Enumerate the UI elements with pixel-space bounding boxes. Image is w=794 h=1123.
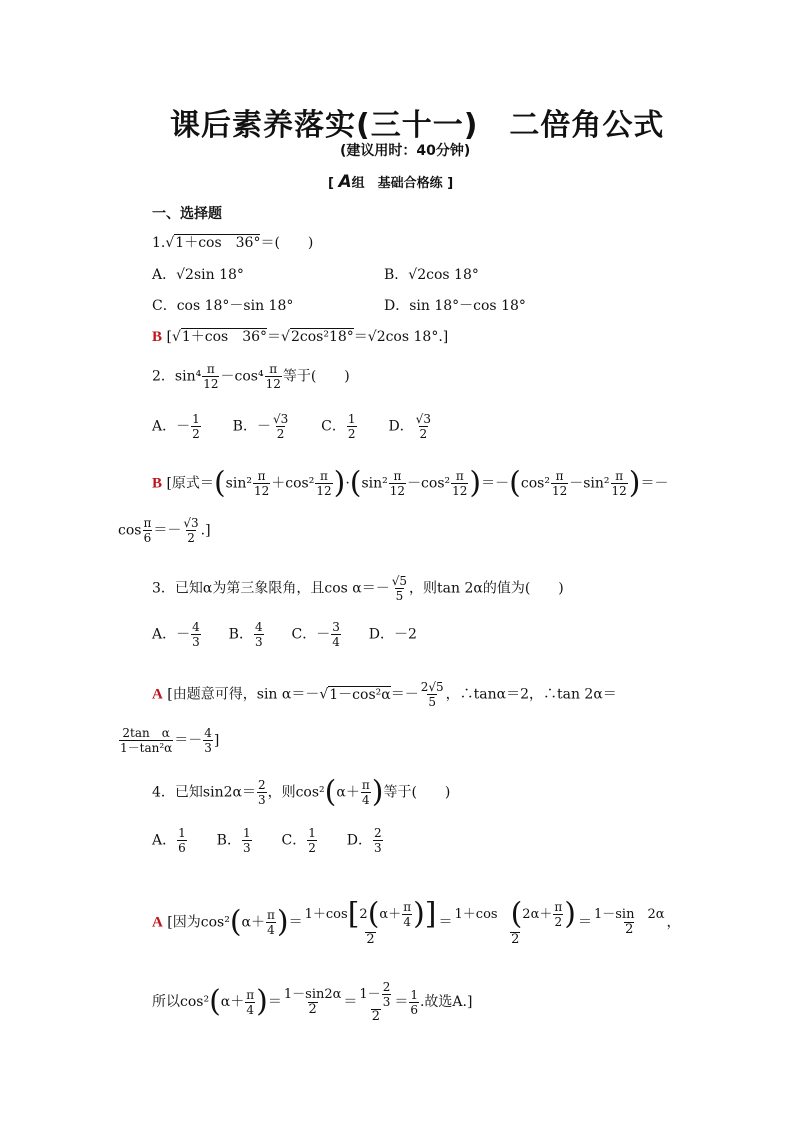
- q2-exp-frac3: [389, 469, 406, 498]
- q4-exp-frac3: [593, 908, 666, 937]
- q4-bf1-lparen: (: [367, 896, 380, 932]
- q4-exp2-eq1: ＝: [267, 994, 282, 1010]
- q3-e2-den: 1－tan²α: [120, 741, 173, 755]
- q2-tail: 等于( ): [282, 368, 350, 385]
- q4-exp-a: [因为cos²: [167, 914, 230, 931]
- q3-e2f2-num: 4: [204, 726, 212, 740]
- q2-exp2-frac2: [182, 516, 199, 545]
- q4-option-b-label: B．: [216, 832, 241, 849]
- q3-oa-num: 4: [192, 620, 200, 634]
- q2-ef1-den: 12: [253, 484, 270, 498]
- q2-frac1-den: 12: [203, 377, 219, 391]
- q2-ef5-den: 12: [551, 484, 568, 498]
- q4-explanation-line2: [152, 980, 472, 1024]
- q2-frac2-den: 12: [265, 377, 281, 391]
- q1-exp-eq2: ＝: [353, 329, 368, 345]
- q1-option-a-label: A．: [152, 267, 177, 283]
- q3-e2f2-den: 3: [204, 741, 212, 755]
- q2-ef3-num: π: [393, 469, 402, 483]
- q4-exp2-nested-frac: [358, 980, 393, 1024]
- q2-exp-start: [原式＝: [166, 475, 214, 492]
- q4-exp2-frac1: [283, 988, 343, 1017]
- q3-options: [152, 620, 417, 649]
- q3-option-a-label: A．－: [152, 626, 191, 643]
- q4-e2nf-inner: [382, 980, 392, 1009]
- q2-number: 2．sin⁴: [152, 368, 202, 385]
- q3-ob-num: 4: [254, 620, 263, 634]
- q2-lparen1: (: [213, 465, 226, 501]
- q2-rparen3: ): [628, 465, 641, 501]
- q2-od-den: 2: [419, 427, 428, 441]
- q3-exp-sqrt: 1－cos²α: [329, 686, 391, 703]
- q4-exp2-a: 所以cos²: [152, 994, 210, 1010]
- q2-exp-sin2: sin²: [225, 475, 252, 492]
- q2-frac2-num: π: [269, 362, 278, 376]
- q4-tail: 等于( ): [383, 784, 451, 801]
- q1-explanation: B [√1＋cos 36°＝√2cos²18°＝√2cos 18°.]: [152, 329, 449, 345]
- q4-alpha-plus: α＋: [336, 784, 360, 801]
- q4-exp2-alpha: α＋: [220, 994, 245, 1010]
- q4-frac1: [257, 778, 267, 807]
- q2-ef6-den: 12: [611, 484, 627, 498]
- q4-bf1-rbracket: ]: [424, 896, 437, 932]
- q2-explanation-line2: [118, 516, 211, 545]
- q3-ob-den: 3: [254, 635, 263, 649]
- q2-ef4-num: π: [455, 469, 464, 483]
- q1-option-d: D．sin 18°－cos 18°: [384, 298, 526, 314]
- group-bracket-left: [: [328, 176, 334, 191]
- q2-ef2-num: π: [320, 469, 328, 483]
- q2-ef2-den: 12: [316, 484, 332, 498]
- q4-exp-lparen: (: [229, 904, 242, 940]
- q3-ob-frac: [254, 620, 264, 649]
- q2-lparen3: (: [509, 465, 521, 501]
- q2-oc-num: 1: [347, 412, 356, 426]
- q2-minus-cos4: －cos⁴: [220, 368, 264, 385]
- q3-option-c-label: C．－: [291, 626, 331, 643]
- group-heading: [328, 172, 453, 192]
- q2-oa-num: 1: [192, 412, 200, 426]
- q3-frac-den: 5: [395, 589, 404, 603]
- q4-bf3-num: 1－sin 2α: [593, 907, 665, 922]
- q2-exp-eq-neg: ＝－: [481, 475, 510, 492]
- q3-ef-den: 5: [428, 695, 436, 709]
- q4-oc-den: 2: [308, 841, 316, 855]
- q4-ob-den: 3: [242, 841, 251, 855]
- q4-oc-frac: [307, 826, 317, 855]
- q4-option-a-label: A．: [152, 832, 177, 849]
- q2-oa-den: 2: [192, 427, 200, 441]
- q2-exp-dot: ·: [345, 475, 350, 492]
- q3-text-a: 3．已知α为第三象限角，且cos α＝－: [152, 580, 390, 597]
- q1-option-a-value: 2sin 18°: [185, 267, 244, 283]
- q2-e2f-den: 6: [143, 531, 152, 545]
- q4-exp-comma: ，: [666, 914, 681, 931]
- q4-e2f1-num: 1－sin2α: [283, 986, 342, 1002]
- q4-answer: A: [152, 914, 163, 931]
- q2-ef3-den: 12: [389, 484, 406, 498]
- q4-bf1-den: 2: [366, 932, 375, 947]
- q2-option-b-frac: [272, 412, 289, 441]
- q1-exp-radicand2: 2cos²18°: [290, 329, 354, 345]
- q4-f2-num: π: [361, 778, 370, 792]
- q4-bf2p-num: π: [554, 900, 563, 914]
- q4-ep-den: 4: [267, 923, 275, 937]
- q4-od-den: 3: [374, 841, 382, 855]
- q2-ob-r3: 3: [280, 412, 289, 426]
- q2-option-c-label: C．: [321, 418, 346, 435]
- q2-frac1-num: π: [206, 362, 215, 376]
- q4-text-a: 4．已知sin2α＝: [152, 784, 256, 801]
- q3-frac-num: √5: [391, 574, 408, 588]
- question-2: [152, 362, 350, 391]
- q4-exp-eq1: ＝: [288, 914, 303, 931]
- q1-option-b-label: B．: [384, 267, 409, 283]
- q2-option-d-frac: [415, 412, 432, 441]
- q4-bf2-alpha: 2α＋: [522, 907, 553, 922]
- group-label: 组 基础合格练: [351, 176, 443, 191]
- q4-bf1-pi4: [402, 900, 412, 929]
- q2-option-b-label: B．－: [232, 418, 271, 435]
- q4-exp-pi4: [266, 908, 276, 937]
- q4-bf1-lbracket: [: [347, 896, 360, 932]
- q4-e2nfi-den: 3: [382, 995, 391, 1009]
- q4-bf3-den: 2: [625, 922, 634, 937]
- q3-option-b-label: B．: [228, 626, 253, 643]
- q2-e2f2-num: √3: [183, 516, 199, 530]
- q2-e2f2-r3: 3: [191, 516, 199, 530]
- q3-exp2-eq: ＝－: [174, 732, 203, 749]
- q1-exp-eq1: ＝: [267, 329, 282, 345]
- q2-option-a-frac: [191, 412, 201, 441]
- q2-ob-num: √3: [272, 412, 289, 426]
- time-hint: (建议用时：40分钟): [340, 143, 471, 159]
- q4-exp2-rparen: ): [256, 984, 268, 1019]
- q2-option-c-frac: [347, 412, 357, 441]
- q2-exp-frac4: [451, 469, 468, 498]
- q4-od-frac: [373, 826, 383, 855]
- q2-exp-frac6: [611, 469, 628, 498]
- q1-answer: B: [152, 329, 163, 345]
- q4-exp-big-frac2: [454, 898, 577, 947]
- q3-answer: A: [152, 686, 163, 703]
- q3-oa-frac: [191, 620, 201, 649]
- q1-exp-open: [: [166, 329, 172, 345]
- q4-exp2-lparen: (: [209, 984, 221, 1019]
- q4-f2-den: 4: [361, 793, 370, 807]
- q4-e2r-den: 6: [410, 1002, 418, 1017]
- q4-oc-num: 1: [308, 826, 316, 840]
- q2-od-r3: 3: [423, 412, 431, 426]
- q3-explanation-line2: [118, 726, 219, 755]
- q4-bf1-rparen: ): [413, 896, 425, 932]
- group-bracket-right: ]: [447, 176, 454, 191]
- q4-bf2p-den: 2: [554, 915, 563, 929]
- q4-exp-alpha-plus: α＋: [241, 914, 266, 931]
- q4-exp-eq2: ＝: [438, 914, 453, 931]
- q3-explanation-line1: A [由题意可得，sin α＝－√1－cos²α＝－ $\frac{2√5}{5}$ ，∴tanα＝2，∴tan 2α＝: [152, 680, 617, 709]
- q3-ef-two: 2: [420, 680, 429, 694]
- q4-bf1p-den: 4: [403, 915, 411, 929]
- q2-exp-plus-cos2: ＋cos²: [271, 475, 315, 492]
- q4-exp2-eq3: ＝: [394, 994, 409, 1010]
- q2-e2f2-den: 2: [187, 531, 195, 545]
- q4-bf2-lparen: (: [510, 896, 523, 932]
- q2-od-num: √3: [415, 412, 431, 426]
- q3-oc-num: 3: [332, 620, 340, 634]
- q4-e2nf-num: [358, 980, 393, 1009]
- q3-exp-b: ＝－: [390, 686, 419, 703]
- q4-exp2-eq2: ＝: [343, 994, 358, 1010]
- q3-exp2-frac: [119, 726, 173, 755]
- q4-oa-den: 6: [178, 841, 186, 855]
- q2-ef6-num: π: [615, 469, 624, 483]
- q3-ef-num: 2√5: [420, 680, 444, 694]
- q1-radicand: 1＋cos 36°: [175, 235, 261, 251]
- q2-rparen2: ): [469, 465, 482, 501]
- q4-bf2-pi2: [553, 900, 563, 929]
- q4-e2nf-den: 2: [371, 1009, 380, 1024]
- question-1: 1.√1＋cos 36°＝( ): [152, 235, 314, 251]
- q2-explanation-line1: [152, 465, 669, 501]
- q4-oa-num: 1: [178, 826, 186, 840]
- q2-exp-cos2: cos²: [520, 475, 550, 492]
- q2-ef1-num: π: [257, 469, 266, 483]
- q2-ob-den: 2: [276, 427, 285, 441]
- q4-bf1-alpha: α＋: [379, 907, 402, 922]
- q4-f1-num: 2: [257, 778, 266, 792]
- q4-bf1-two: 2: [359, 907, 368, 922]
- q4-rparen: ): [371, 774, 384, 810]
- q3-r5: 5: [399, 574, 408, 588]
- q4-e2nf-one: 1－: [359, 987, 381, 1002]
- q4-text-b: ，则cos²: [267, 784, 325, 801]
- q4-exp-big-frac1: [304, 898, 438, 947]
- q1-option-b-value: 2cos 18°: [417, 267, 479, 283]
- q4-bf1p-num: π: [403, 900, 412, 914]
- q4-options: [152, 826, 384, 855]
- q1-exp-radicand: 1＋cos 36°: [181, 329, 268, 345]
- q1-option-c: C．cos 18°－sin 18°: [152, 298, 294, 314]
- q4-ob-frac: [242, 826, 252, 855]
- q3-oc-frac: [331, 620, 341, 649]
- q1-option-b: B．√2cos 18°: [384, 267, 479, 283]
- q4-oa-frac: [177, 826, 187, 855]
- q4-exp2-pi4: [245, 988, 255, 1017]
- q2-exp-sin2b: sin²: [361, 475, 388, 492]
- q4-e2p-den: 4: [246, 1002, 255, 1017]
- q3-ef-r5: 5: [436, 680, 444, 694]
- q1-option-a: A．√2sin 18°: [152, 267, 244, 283]
- group-letter: A: [338, 172, 352, 192]
- q4-f1-den: 3: [257, 793, 266, 807]
- q4-explanation-line1: [152, 898, 681, 947]
- q2-exp2-end: .]: [200, 522, 211, 539]
- q4-frac2: [361, 778, 371, 807]
- q4-bf2-rparen: ): [564, 896, 576, 932]
- q2-exp-frac1: [253, 469, 270, 498]
- q3-exp-a: [由题意可得，sin α＝－: [167, 686, 320, 703]
- q4-od-num: 2: [374, 826, 382, 840]
- q2-option-a-label: A．－: [152, 418, 191, 435]
- q4-exp-rparen: ): [276, 904, 289, 940]
- q2-exp-frac2: [315, 469, 332, 498]
- question-4: [152, 774, 451, 810]
- q2-frac1: [202, 362, 219, 391]
- q4-bf2-text: 1＋cos: [454, 907, 511, 922]
- q3-oc-den: 4: [332, 635, 340, 649]
- q3-exp2-end: ]: [213, 732, 220, 749]
- q1-tail: ＝( ): [260, 235, 314, 251]
- q2-frac2: [265, 362, 282, 391]
- q4-e2f1-den: 2: [308, 1001, 317, 1017]
- q2-exp2-eq: ＝－: [153, 522, 182, 539]
- q3-text-b: ，则tan 2α的值为( ): [409, 580, 564, 597]
- q2-e2f-num: π: [143, 516, 152, 530]
- q3-exp-c: ，∴tanα＝2，∴tan 2α＝: [445, 686, 617, 703]
- q4-e2nfi-num: 2: [382, 980, 391, 994]
- q4-exp2-end: .故选A.]: [419, 994, 473, 1010]
- q2-ef5-num: π: [555, 469, 564, 483]
- q4-option-c-label: C．: [281, 832, 307, 849]
- q2-lparen2: (: [349, 465, 362, 501]
- q1-number: 1.: [152, 235, 166, 251]
- q3-oa-den: 3: [192, 635, 200, 649]
- q4-bf1-text: 1＋cos: [304, 907, 348, 922]
- q3-option-d: D．－2: [368, 626, 417, 643]
- q4-e2p-num: π: [246, 987, 255, 1002]
- section-title: 一、选择题: [152, 206, 222, 222]
- q4-e2r-num: 1: [410, 987, 418, 1002]
- q2-ef4-den: 12: [452, 484, 468, 498]
- q4-bf2-den: 2: [511, 932, 520, 947]
- q4-bf2-num: [454, 898, 577, 932]
- q2-oc-den: 2: [347, 427, 356, 441]
- q3-exp-frac: [420, 680, 445, 709]
- q4-option-d-label: D．: [346, 832, 373, 849]
- q3-frac: [391, 574, 408, 603]
- q2-option-d-label: D．: [388, 418, 414, 435]
- q4-exp2-result: [409, 988, 419, 1017]
- q4-lparen: (: [324, 774, 337, 810]
- q2-rparen1: ): [333, 465, 346, 501]
- q2-exp-minus-cos2: －cos²: [407, 475, 451, 492]
- q2-answer: B: [152, 475, 163, 492]
- q3-e2-num: 2tan α: [122, 726, 170, 740]
- q2-exp2-frac: [142, 516, 152, 545]
- q2-exp-end: ＝－: [640, 475, 669, 492]
- q2-options: [152, 412, 433, 441]
- page-title: 课后素养落实(三十一) 二倍角公式: [170, 108, 665, 143]
- q2-exp2-cos: cos: [118, 522, 142, 539]
- q2-exp-minus-sin2: －sin²: [569, 475, 610, 492]
- q4-exp-eq3: ＝: [577, 914, 592, 931]
- question-3: [152, 574, 564, 603]
- q4-ep-num: π: [267, 908, 275, 922]
- q1-exp-result: 2cos 18°.]: [376, 329, 449, 345]
- q4-ob-num: 1: [242, 826, 251, 840]
- q4-bf1-num: [304, 898, 438, 932]
- q3-exp2-frac2: [203, 726, 213, 755]
- q2-exp-frac5: [551, 469, 568, 498]
